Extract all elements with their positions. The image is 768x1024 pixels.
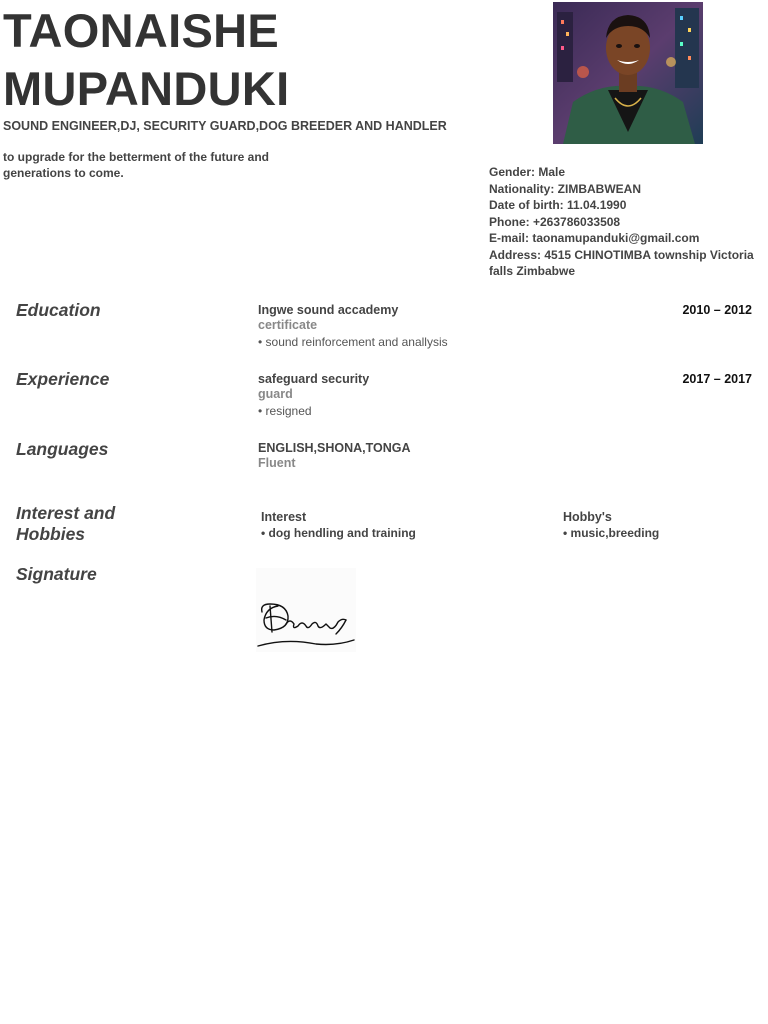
name-last: MUPANDUKI — [3, 62, 290, 115]
objective-text: to upgrade for the betterment of the future and generations to come. — [3, 150, 269, 180]
address: Address: 4515 CHINOTIMBA township Victoria falls Zimbabwe — [489, 247, 754, 278]
profile-photo — [553, 2, 703, 144]
signature-image — [256, 568, 356, 652]
interest-title: Interest — [261, 510, 307, 524]
education-entry — [258, 303, 618, 351]
qualification: certificate — [258, 318, 318, 332]
interest-column — [261, 509, 416, 541]
languages-entry — [258, 441, 618, 471]
experience-heading: Experience — [16, 369, 110, 389]
education-heading: Education — [16, 300, 101, 320]
signature-icon — [256, 568, 356, 652]
hobby-item: • music,breeding — [563, 526, 660, 540]
job-titles: SOUND ENGINEER,DJ, SECURITY GUARD,DOG BREEDER AND HANDLER — [3, 119, 447, 133]
date-of-birth: Date of birth: 11.04.1990 — [489, 198, 627, 212]
interests-heading-line2: Hobbies — [16, 524, 86, 544]
phone: Phone: +263786033508 — [489, 214, 621, 229]
interests-heading — [16, 503, 115, 545]
interests-heading-line1: Interest and — [16, 503, 116, 523]
education-dates: 2010 – 2012 — [682, 303, 752, 317]
gender: Gender: Male — [489, 165, 566, 179]
signature-heading: Signature — [16, 564, 97, 584]
company-name: safeguard security — [258, 372, 370, 386]
education-detail: • sound reinforcement and anallysis — [258, 335, 448, 349]
interest-item: • dog hendling and training — [261, 526, 416, 540]
experience-entry — [258, 372, 618, 420]
experience-dates: 2017 – 2017 — [682, 372, 752, 386]
email: E-mail: taonamupanduki@gmail.com — [489, 231, 700, 245]
contact-details — [489, 164, 765, 280]
hobby-column — [563, 509, 659, 541]
experience-detail: • resigned — [258, 404, 312, 418]
hobby-title: Hobby's — [563, 510, 612, 524]
portrait-icon — [553, 2, 703, 144]
job-role: guard — [258, 387, 293, 401]
nationality: Nationality: ZIMBABWEAN — [489, 181, 641, 196]
school-name: Ingwe sound accademy — [258, 303, 399, 317]
name-first: TAONAISHE — [3, 4, 280, 57]
languages-heading: Languages — [16, 439, 109, 459]
languages-list: ENGLISH,SHONA,TONGA — [258, 441, 411, 455]
language-level: Fluent — [258, 456, 296, 470]
